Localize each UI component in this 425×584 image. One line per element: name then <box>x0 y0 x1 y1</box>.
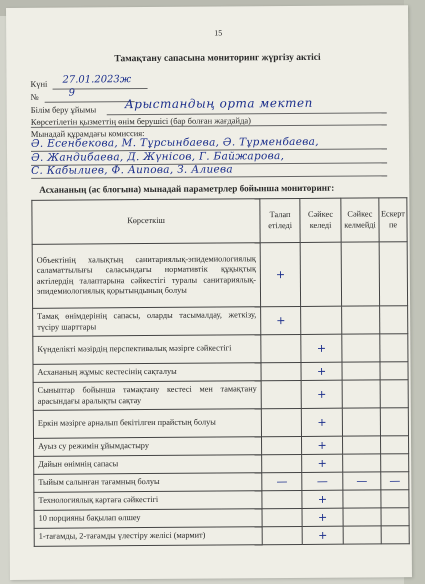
table-header-row <box>32 198 407 245</box>
compliant-mark: + <box>302 436 343 454</box>
required-mark <box>262 508 302 526</box>
table-row <box>32 242 407 309</box>
number-label: № <box>30 91 39 102</box>
noncompliant-mark <box>343 526 381 544</box>
note-mark <box>380 362 408 380</box>
required-mark <box>261 408 301 436</box>
compliant-mark: + <box>301 380 342 408</box>
compliant-mark <box>300 242 341 306</box>
noncompliant-mark <box>343 490 381 508</box>
header-note: Ескерт пе <box>379 198 407 242</box>
required-mark: + <box>261 306 301 334</box>
indicator-cell: Ауыз су режимін ұйымдастыру <box>34 437 262 457</box>
required-mark <box>261 380 301 408</box>
indicator-cell: Еркін мәзірге арналып бекітілген прайстың болуы <box>33 409 261 439</box>
org-value: Арыстандың орта мектеп <box>124 95 313 112</box>
indicator-cell: Технологиялық картаға сәйкестігі <box>34 491 262 511</box>
required-mark <box>261 334 301 362</box>
note-mark <box>379 242 407 306</box>
note-mark: — <box>381 472 409 490</box>
compliant-mark: + <box>301 408 342 436</box>
note-mark <box>381 454 409 472</box>
indicator-cell: 10 порцияны бақылап өлшеу <box>34 509 262 529</box>
commission-member-line-1: Ә. Есенбекова, М. Тұрсынбаева, Ә. Тұрменбаева, <box>30 135 319 150</box>
compliant-mark <box>301 306 342 334</box>
indicator-cell: Дайын өнімнің сапасы <box>34 455 262 475</box>
number-underline <box>45 101 135 103</box>
noncompliant-mark: — <box>343 472 381 490</box>
date-value: 27.01.2023ж <box>62 74 132 86</box>
noncompliant-mark <box>343 508 381 526</box>
noncompliant-mark <box>342 334 380 362</box>
header-indicator: Көрсеткіш <box>32 199 260 245</box>
note-mark <box>380 408 408 436</box>
noncompliant-mark <box>342 408 380 436</box>
noncompliant-mark <box>342 306 380 334</box>
required-mark: + <box>260 242 300 306</box>
compliant-mark: + <box>302 508 343 526</box>
required-mark <box>261 362 301 380</box>
note-mark <box>381 490 409 508</box>
note-mark <box>381 508 409 526</box>
required-mark: — <box>262 472 302 490</box>
noncompliant-mark <box>342 380 380 408</box>
number-value: 9 <box>68 87 76 99</box>
note-mark <box>381 526 409 544</box>
page-number: 15 <box>214 28 223 38</box>
note-mark <box>380 380 408 408</box>
indicator-cell: Күнделікті мәзірдің перспективалық мәзірге сәйкестігі <box>33 335 261 365</box>
noncompliant-mark <box>343 454 381 472</box>
required-mark <box>262 436 302 454</box>
org-label: Білім беру ұйымы <box>30 104 97 115</box>
indicator-cell: 1-тағамды, 2-тағамды үлестіру желісі (мармит) <box>34 527 262 547</box>
compliant-mark: — <box>302 472 343 490</box>
indicator-cell: Сыныптар бойынша тамақтану кестесі мен тамақтану арасындағы аралықты сақтау <box>33 381 261 411</box>
indicator-cell: Асхананың жұмыс кестесінің сақталуы <box>33 363 261 383</box>
required-mark <box>262 490 302 508</box>
table-row <box>34 526 409 547</box>
commission-label: Мынадай құрамдағы комиссия: <box>30 128 145 139</box>
compliant-mark: + <box>302 526 343 544</box>
compliant-mark: + <box>301 334 342 362</box>
indicator-cell: Тамақ өнімдерінің сапасы, оларды тасымалдау, жеткізу, түсіру шарттары <box>33 307 261 337</box>
note-mark <box>380 306 408 334</box>
note-mark <box>380 436 408 454</box>
date-underline <box>53 88 148 90</box>
section-heading: Асхананың (ас блогына) мынадай параметрлер бойынша мониторинг: <box>39 182 335 195</box>
commission-member-line-2: Ә. Жандибаева, Д. Жүнісов, Г. Байжарова, <box>31 150 285 164</box>
commission-member-line-3: С. Кабылиев, Ф. Аипова, З. Алиева <box>31 163 234 177</box>
monitoring-table <box>31 197 409 547</box>
provider-label: Көрсетілетін қызметтің өнім берушісі (бар болған жағдайда) <box>30 115 252 127</box>
document-page <box>6 5 412 580</box>
noncompliant-mark <box>342 362 380 380</box>
compliant-mark: + <box>302 454 343 472</box>
header-required: Талап етіледі <box>260 198 300 242</box>
noncompliant-mark <box>342 436 380 454</box>
table-row <box>33 380 408 411</box>
compliant-mark: + <box>301 362 342 380</box>
required-mark <box>262 454 302 472</box>
header-compliant: Сәйкес келеді <box>300 198 341 242</box>
note-mark <box>380 334 408 362</box>
indicator-cell: Тыйым салынған тағамның болуы <box>34 473 262 493</box>
date-label: Күні <box>30 78 48 89</box>
table-row <box>33 306 408 337</box>
required-mark <box>262 526 302 544</box>
compliant-mark: + <box>302 490 343 508</box>
table-row <box>33 334 408 365</box>
indicator-cell: Объектінің халықтың санитариялық-эпидемиологиялық саламаттылығы саласындағы нормативтік құқықтық актілердің талаптарына сәйкестігі туралы санитариялық-эпидемиологиялық қорытындының болуы <box>32 243 261 309</box>
table-row <box>33 408 408 439</box>
noncompliant-mark <box>341 242 379 306</box>
header-noncompliant: Сәйкес келмейді <box>341 198 379 242</box>
document-title: Тамақтану сапасына мониторинг жүргізу актісі <box>114 52 321 65</box>
